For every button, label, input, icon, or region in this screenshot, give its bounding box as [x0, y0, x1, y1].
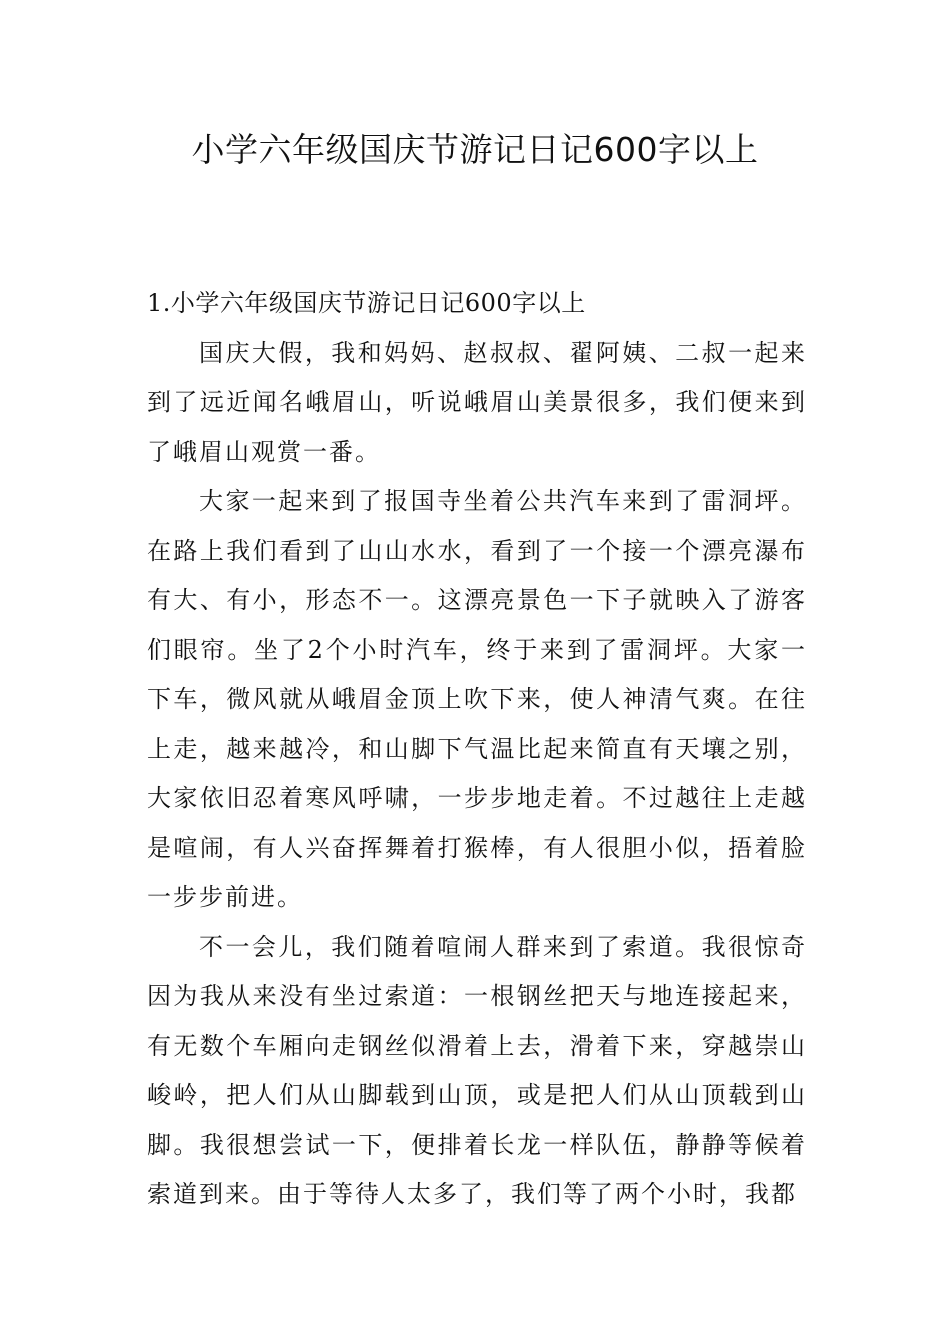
page-title: 小学六年级国庆节游记日记600字以上	[191, 130, 759, 169]
document-body	[147, 279, 807, 1220]
paragraph-2: 大家一起来到了报国寺坐着公共汽车来到了雷洞坪。在路上我们看到了山山水水，看到了一个接一个漂亮瀑布有大、有小，形态不一。这漂亮景色一下子就映入了游客们眼帘。坐了2个小时汽车，终于来到了雷洞坪。大家一下车，微风就从峨眉金顶上吹下来，使人神清气爽。在往上走，越来越冷，和山脚下气温比起来简直有天壤之别，大家依旧忍着寒风呼啸，一步步地走着。不过越往上走越是喧闹，有人兴奋挥舞着打猴棒，有人很胆小似，捂着脸一步步前进。	[147, 487, 807, 911]
paragraph-1: 国庆大假，我和妈妈、赵叔叔、翟阿姨、二叔一起来到了远近闻名峨眉山，听说峨眉山美景很多，我们便来到了峨眉山观赏一番。	[147, 338, 807, 466]
paragraph-3: 不一会儿，我们随着喧闹人群来到了索道。我很惊奇因为我从来没有坐过索道：一根钢丝把天与地连接起来，有无数个车厢向走钢丝似滑着上去，滑着下来，穿越崇山峻岭，把人们从山脚载到山顶，或是把人们从山顶载到山脚。我很想尝试一下，便排着长龙一样队伍，静静等候着索道到来。由于等待人太多了，我们等了两个小时，我都	[147, 932, 807, 1208]
section-heading: 1.小学六年级国庆节游记日记600字以上	[147, 289, 586, 317]
